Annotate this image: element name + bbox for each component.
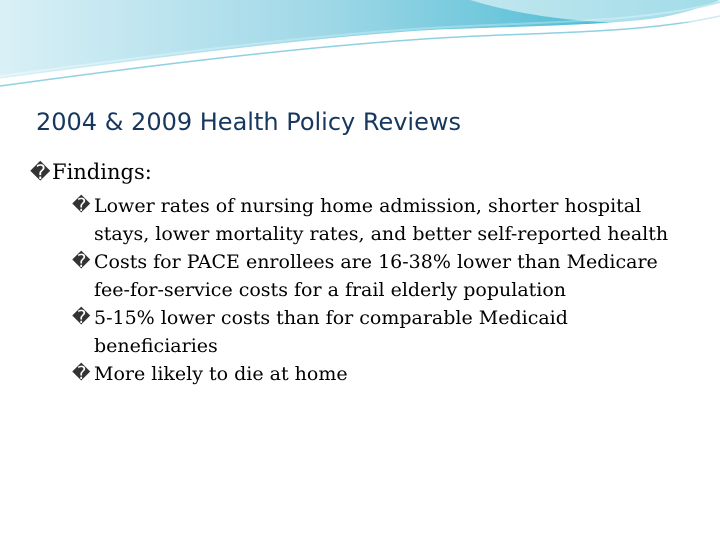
- bullet-icon: �: [72, 251, 91, 272]
- bullet-icon: �: [72, 307, 91, 328]
- sub-bullet-text: More likely to die at home: [94, 363, 348, 385]
- bullet-icon: �: [30, 160, 51, 184]
- header-wave-decoration: [0, 0, 720, 90]
- sub-bullet: [30, 192, 670, 248]
- sub-bullet-text: Lower rates of nursing home admission, shorter hospital stays, lower mortality rates, and better self-reported health: [94, 195, 669, 245]
- bullet-icon: �: [72, 195, 91, 216]
- sub-bullet-text: Costs for PACE enrollees are 16-38% lower than Medicare fee-for-service costs for a frail elderly population: [94, 251, 658, 301]
- slide-body: [30, 158, 670, 388]
- sub-bullet: [30, 360, 670, 388]
- bullet-findings: [30, 158, 670, 186]
- slide-title: 2004 & 2009 Health Policy Reviews: [36, 108, 461, 136]
- sub-bullet-text: 5-15% lower costs than for comparable Medicaid beneficiaries: [94, 307, 568, 357]
- bullet-text: Findings:: [52, 160, 152, 184]
- sub-bullet: [30, 248, 670, 304]
- bullet-icon: �: [72, 363, 91, 384]
- sub-bullet: [30, 304, 670, 360]
